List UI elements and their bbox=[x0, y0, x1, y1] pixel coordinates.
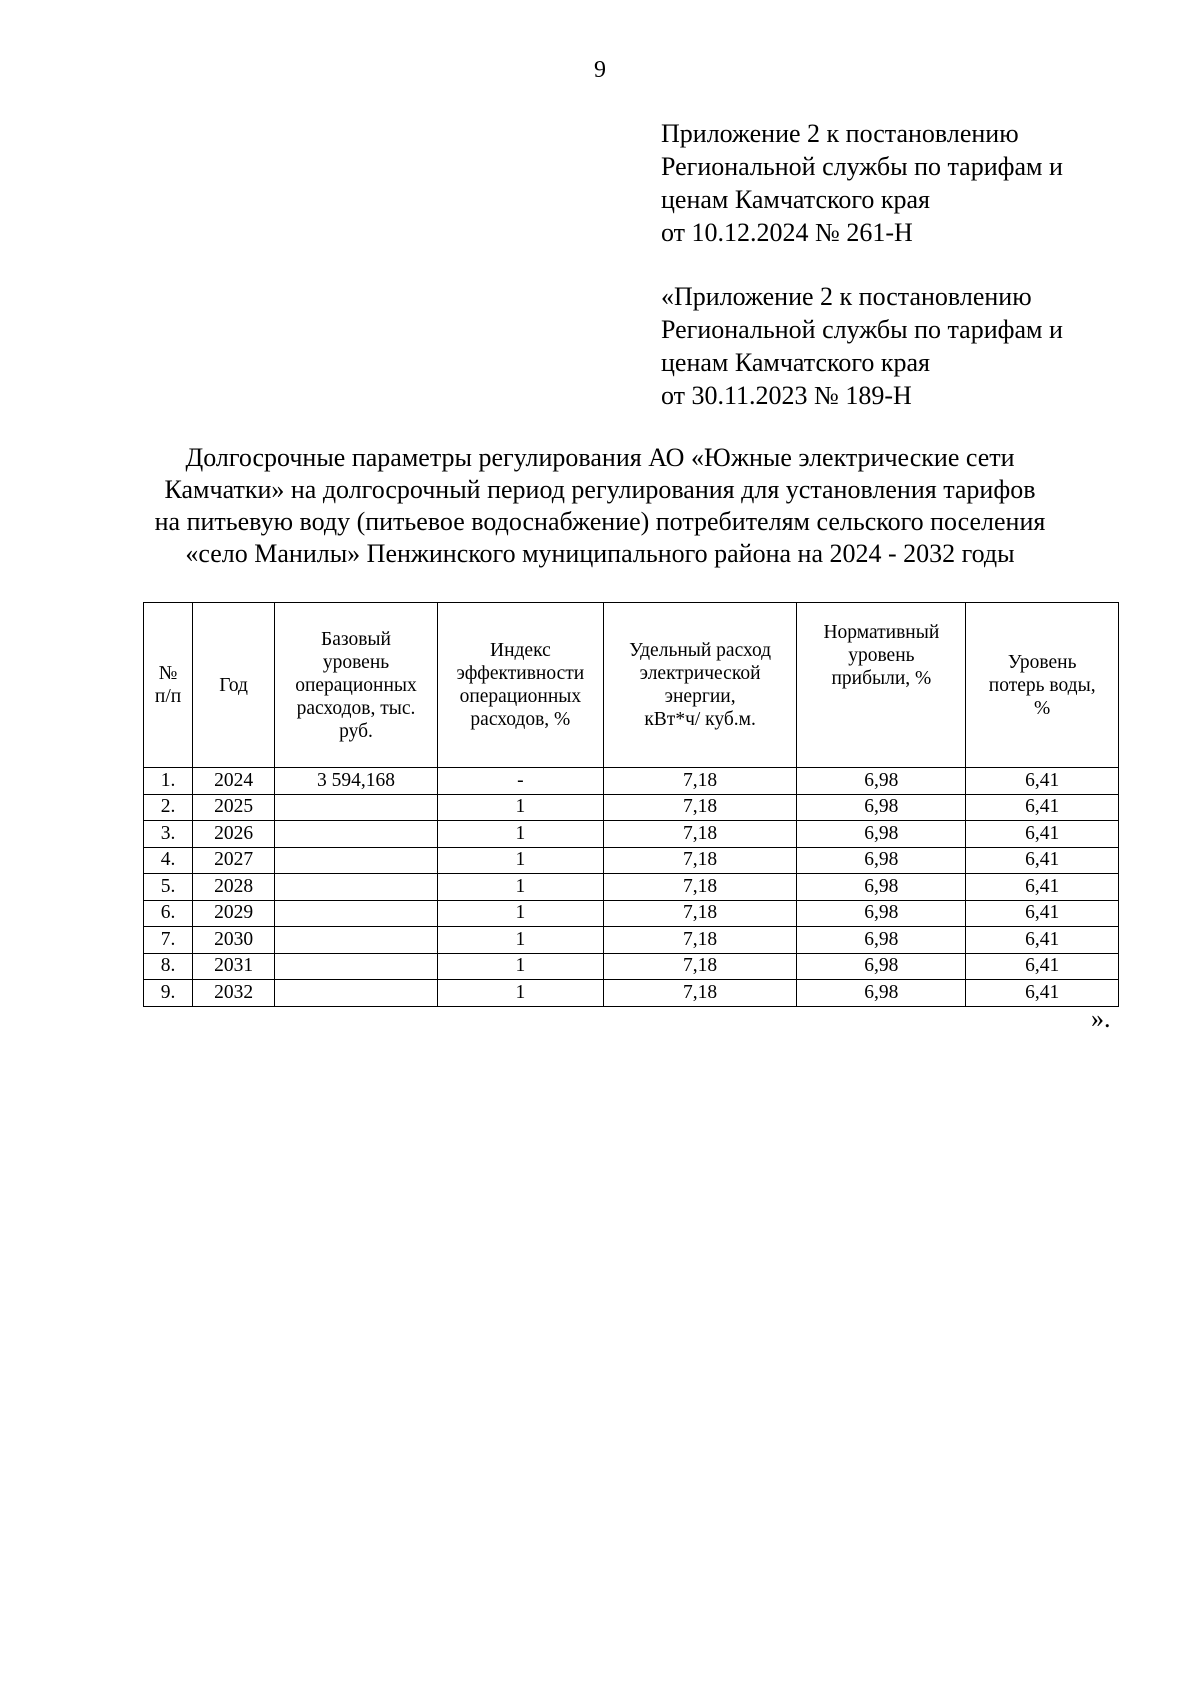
header-line: кВт*ч/ куб.м. bbox=[644, 709, 756, 730]
cell-water-loss: 6,41 bbox=[966, 847, 1119, 874]
cell-energy-consumption: 7,18 bbox=[603, 768, 797, 795]
cell-efficiency-index: 1 bbox=[437, 847, 603, 874]
cell-water-loss: 6,41 bbox=[966, 874, 1119, 901]
cell-number: 9. bbox=[144, 980, 193, 1007]
header-line: Индекс bbox=[489, 640, 551, 661]
appendix-line: «Приложение 2 к постановлению bbox=[661, 282, 1032, 311]
cell-efficiency-index: 1 bbox=[437, 874, 603, 901]
header-line: п/п bbox=[154, 686, 182, 707]
cell-energy-consumption: 7,18 bbox=[603, 821, 797, 848]
appendix-line: ценам Камчатского края bbox=[661, 348, 930, 377]
header-cell-base-opex bbox=[275, 603, 438, 768]
appendix-line: Региональной службы по тарифам и bbox=[661, 315, 1063, 344]
cell-base-opex bbox=[275, 980, 438, 1007]
cell-number: 5. bbox=[144, 874, 193, 901]
cell-efficiency-index: 1 bbox=[437, 821, 603, 848]
header-cell-year bbox=[193, 603, 275, 768]
header-line: расходов, % bbox=[470, 709, 571, 730]
cell-energy-consumption: 7,18 bbox=[603, 794, 797, 821]
cell-profit-level: 6,98 bbox=[797, 980, 966, 1007]
cell-base-opex bbox=[275, 874, 438, 901]
table-row bbox=[144, 927, 1119, 954]
cell-year: 2026 bbox=[193, 821, 275, 848]
header-line: Удельный расход bbox=[629, 640, 772, 661]
cell-year: 2032 bbox=[193, 980, 275, 1007]
cell-number: 8. bbox=[144, 953, 193, 980]
cell-profit-level: 6,98 bbox=[797, 768, 966, 795]
cell-base-opex bbox=[275, 794, 438, 821]
header-line: № bbox=[158, 663, 178, 684]
cell-number: 2. bbox=[144, 794, 193, 821]
header-line: Базовый bbox=[321, 628, 391, 650]
cell-efficiency-index: 1 bbox=[437, 900, 603, 927]
table-row bbox=[144, 953, 1119, 980]
title-line: Долгосрочные параметры регулирования АО «Южные электрические сети bbox=[185, 443, 1015, 472]
table-row bbox=[144, 900, 1119, 927]
header-line: прибыли, % bbox=[831, 668, 932, 689]
cell-base-opex bbox=[275, 900, 438, 927]
cell-efficiency-index: 1 bbox=[437, 980, 603, 1007]
appendix-line: ценам Камчатского края bbox=[661, 185, 930, 214]
header-line: Год bbox=[219, 674, 248, 696]
cell-number: 1. bbox=[144, 768, 193, 795]
cell-profit-level: 6,98 bbox=[797, 794, 966, 821]
appendix-line: от 10.12.2024 № 261-Н bbox=[661, 218, 913, 247]
header-line: электрической bbox=[639, 663, 761, 684]
appendix-line: от 30.11.2023 № 189-Н bbox=[661, 381, 912, 410]
cell-water-loss: 6,41 bbox=[966, 821, 1119, 848]
cell-number: 6. bbox=[144, 900, 193, 927]
table-header bbox=[144, 603, 1119, 768]
header-line: руб. bbox=[339, 720, 373, 742]
cell-number: 4. bbox=[144, 847, 193, 874]
cell-profit-level: 6,98 bbox=[797, 953, 966, 980]
cell-number: 7. bbox=[144, 927, 193, 954]
header-cell-number bbox=[144, 603, 193, 768]
header-cell-profit-level bbox=[797, 603, 966, 768]
cell-base-opex bbox=[275, 821, 438, 848]
cell-energy-consumption: 7,18 bbox=[603, 953, 797, 980]
cell-water-loss: 6,41 bbox=[966, 953, 1119, 980]
cell-energy-consumption: 7,18 bbox=[603, 874, 797, 901]
cell-year: 2024 bbox=[193, 768, 275, 795]
title-line: «село Манилы» Пенжинского муниципального района на 2024 - 2032 годы bbox=[185, 539, 1015, 568]
regulation-parameters-table bbox=[143, 602, 1119, 1007]
header-line: Нормативный bbox=[823, 622, 940, 643]
appendix-line: Приложение 2 к постановлению bbox=[661, 119, 1019, 148]
cell-year: 2028 bbox=[193, 874, 275, 901]
cell-number: 3. bbox=[144, 821, 193, 848]
cell-year: 2029 bbox=[193, 900, 275, 927]
cell-energy-consumption: 7,18 bbox=[603, 900, 797, 927]
cell-energy-consumption: 7,18 bbox=[603, 927, 797, 954]
table-row bbox=[144, 768, 1119, 795]
page-number: 9 bbox=[594, 57, 606, 83]
cell-efficiency-index: - bbox=[437, 768, 603, 795]
document-title bbox=[100, 442, 1100, 570]
table-row bbox=[144, 847, 1119, 874]
table-row bbox=[144, 821, 1119, 848]
cell-base-opex bbox=[275, 927, 438, 954]
header-line: эффективности bbox=[456, 663, 585, 684]
header-line: расходов, тыс. bbox=[296, 697, 416, 719]
cell-profit-level: 6,98 bbox=[797, 847, 966, 874]
appendix-reference-old bbox=[661, 280, 1141, 412]
table-body bbox=[144, 768, 1119, 1007]
appendix-line: Региональной службы по тарифам и bbox=[661, 152, 1063, 181]
header-line: операционных bbox=[459, 686, 582, 707]
cell-year: 2030 bbox=[193, 927, 275, 954]
cell-water-loss: 6,41 bbox=[966, 768, 1119, 795]
cell-year: 2027 bbox=[193, 847, 275, 874]
header-line: уровень bbox=[848, 645, 915, 666]
header-line: энергии, bbox=[664, 686, 736, 707]
cell-water-loss: 6,41 bbox=[966, 794, 1119, 821]
header-row bbox=[144, 603, 1119, 768]
header-cell-efficiency-index bbox=[437, 603, 603, 768]
header-line: операционных bbox=[295, 674, 417, 696]
header-line: % bbox=[1034, 697, 1051, 719]
header-cell-energy-consumption bbox=[603, 603, 797, 768]
cell-energy-consumption: 7,18 bbox=[603, 847, 797, 874]
cell-year: 2031 bbox=[193, 953, 275, 980]
header-line: уровень bbox=[322, 651, 390, 673]
cell-profit-level: 6,98 bbox=[797, 821, 966, 848]
cell-profit-level: 6,98 bbox=[797, 874, 966, 901]
cell-efficiency-index: 1 bbox=[437, 953, 603, 980]
cell-profit-level: 6,98 bbox=[797, 927, 966, 954]
table-row bbox=[144, 980, 1119, 1007]
header-cell-water-loss bbox=[966, 603, 1119, 768]
header-line: потерь воды, bbox=[988, 674, 1096, 696]
table-row bbox=[144, 794, 1119, 821]
table-row bbox=[144, 874, 1119, 901]
cell-efficiency-index: 1 bbox=[437, 794, 603, 821]
cell-base-opex bbox=[275, 847, 438, 874]
cell-efficiency-index: 1 bbox=[437, 927, 603, 954]
cell-water-loss: 6,41 bbox=[966, 927, 1119, 954]
cell-base-opex: 3 594,168 bbox=[275, 768, 438, 795]
cell-year: 2025 bbox=[193, 794, 275, 821]
appendix-reference-new bbox=[661, 117, 1141, 249]
cell-energy-consumption: 7,18 bbox=[603, 980, 797, 1007]
header-line: Уровень bbox=[1007, 651, 1077, 673]
cell-base-opex bbox=[275, 953, 438, 980]
title-line: Камчатки» на долгосрочный период регулирования для установления тарифов bbox=[164, 475, 1036, 504]
cell-profit-level: 6,98 bbox=[797, 900, 966, 927]
closing-quote-mark: ». bbox=[1091, 1004, 1111, 1033]
cell-water-loss: 6,41 bbox=[966, 980, 1119, 1007]
title-line: на питьевую воду (питьевое водоснабжение) потребителям сельского поселения bbox=[154, 507, 1046, 536]
cell-water-loss: 6,41 bbox=[966, 900, 1119, 927]
